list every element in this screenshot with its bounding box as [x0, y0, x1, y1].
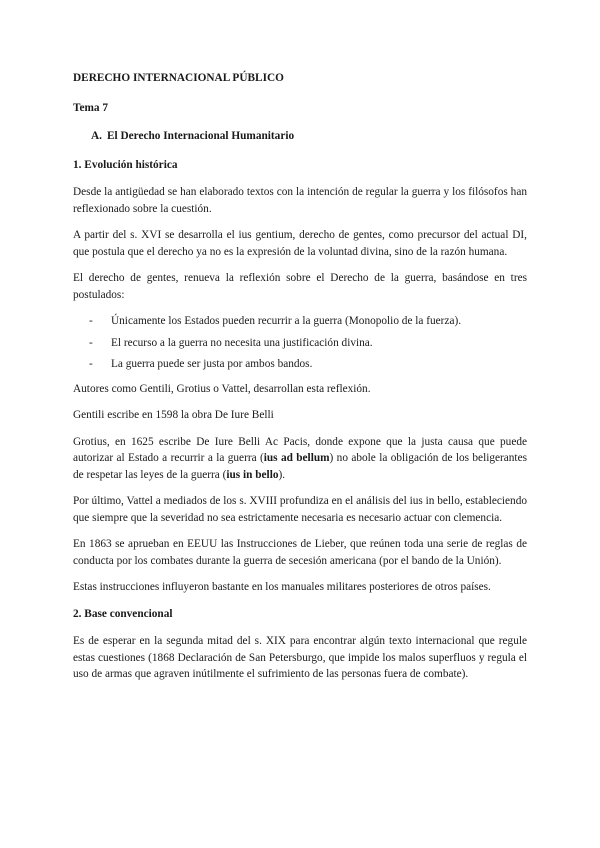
- text-run: ) no abole la obligación de los beligerantes de respetar las leyes de la guerra (: [73, 452, 527, 481]
- paragraph: Desde la antigüedad se han elaborado textos con la intención de regular la guerra y los filósofos han reflexionado sobre la cuestión.: [73, 186, 527, 215]
- postulates-list: [73, 313, 527, 373]
- subsection-heading: [91, 128, 527, 145]
- paragraph-grotius: [73, 434, 527, 484]
- section-heading-base-convencional: 2. Base convencional: [73, 607, 173, 620]
- term-ius-ad-bellum: ius ad bellum: [263, 452, 330, 464]
- paragraph: Es de esperar en la segunda mitad del s. XIX para encontrar algún texto internacional que regule estas cuestiones (1868 Declaración de San Petersburgo, que impide los malos superfluos y regula el uso de armas que agraven inútilmente el sufrimiento de las personas fuera de combate).: [73, 635, 527, 680]
- paragraph: En 1863 se aprueban en EEUU las Instrucciones de Lieber, que reúnen toda una serie de reglas de conducta por los combates durante la guerra de secesión americana (por el bando de la Unión).: [73, 538, 527, 567]
- subsection-title: El Derecho Internacional Humanitario: [107, 130, 295, 142]
- paragraph: Autores como Gentili, Grotius o Vattel, desarrollan esta reflexión.: [73, 382, 371, 395]
- text-run: ).: [278, 468, 286, 481]
- paragraph: A partir del s. XVI se desarrolla el ius gentium, derecho de gentes, como precursor del actual DI, que postula que el derecho ya no es la expresión de la voluntad divina, sino de la razón humana.: [73, 229, 527, 258]
- list-item: [73, 313, 527, 330]
- paragraph: Gentili escribe en 1598 la obra De Iure Belli: [73, 409, 274, 421]
- list-marker: -: [89, 315, 93, 327]
- document-body: [73, 70, 527, 683]
- topic-heading: Tema 7: [73, 101, 109, 114]
- term-ius-in-bello: ius in bello: [226, 468, 279, 481]
- list-item-text: El recurso a la guerra no necesita una justificación divina.: [111, 336, 373, 349]
- paragraph: Estas instrucciones influyeron bastante en los manuales militares posteriores de otros países.: [73, 581, 491, 593]
- list-item: [73, 335, 527, 352]
- list-item: [73, 356, 527, 373]
- list-item-text: La guerra puede ser justa por ambos bandos.: [111, 358, 313, 370]
- paragraph: El derecho de gentes, renueva la reflexión sobre el Derecho de la guerra, basándose en tres postulados:: [73, 272, 527, 301]
- document-title: DERECHO INTERNACIONAL PÚBLICO: [73, 72, 284, 84]
- subsection-letter: A.: [91, 130, 102, 142]
- list-item-text: Únicamente los Estados pueden recurrir a la guerra (Monopolio de la fuerza).: [111, 315, 462, 327]
- list-marker: -: [89, 336, 93, 349]
- text-run: Grotius, en 1625 escribe De Iure Belli Ac Pacis, donde expone que la justa causa que puede autorizar al Estado a recurrir a la guerra (: [73, 435, 527, 464]
- list-marker: -: [89, 358, 93, 370]
- paragraph: Por último, Vattel a mediados de los s. XVIII profundiza en el análisis del ius in bello, estableciendo que siempre que la severidad no sea estrictamente necesaria es necesario actuar con clemencia.: [73, 495, 527, 524]
- section-heading-evolucion: 1. Evolución histórica: [73, 158, 178, 171]
